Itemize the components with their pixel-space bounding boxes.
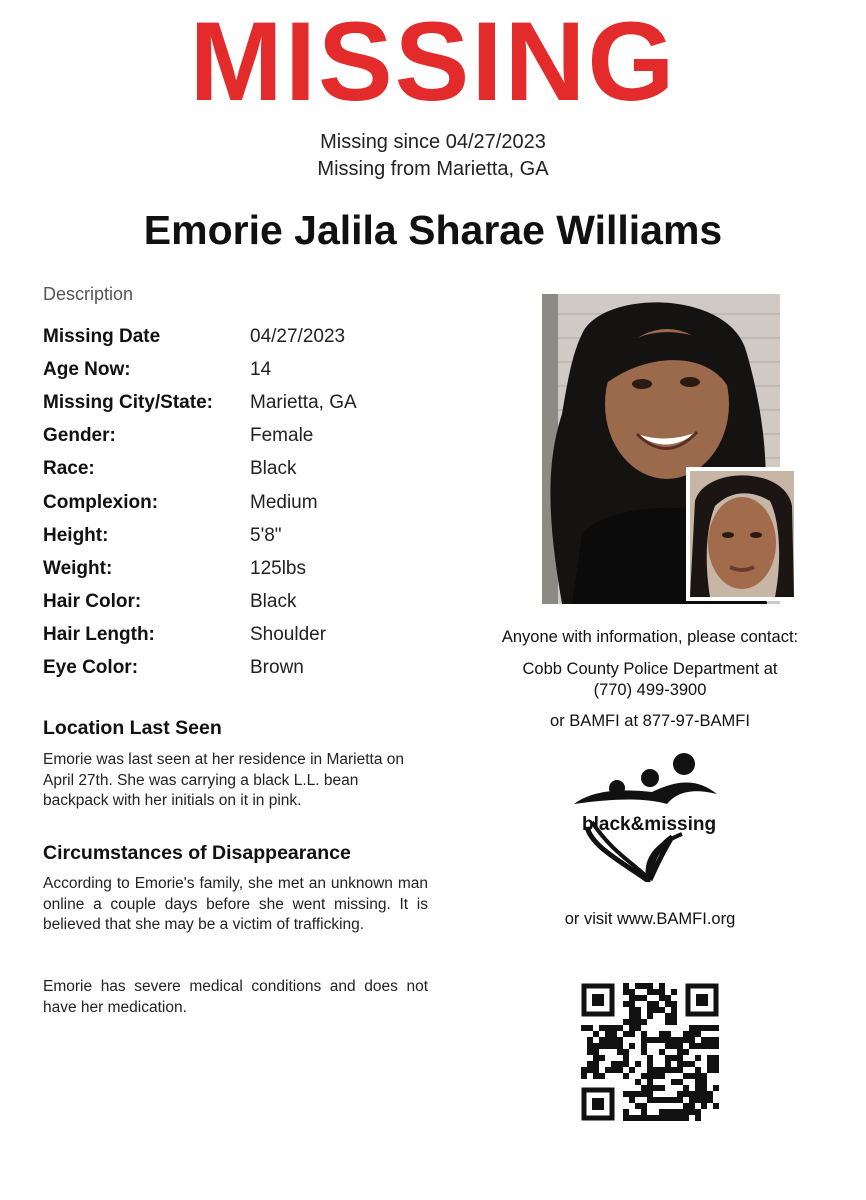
medical-text: Emorie has severe medical conditions and does not have her medication. (43, 978, 428, 1016)
row-value: Marietta, GA (250, 391, 357, 413)
inset-photo (686, 467, 798, 601)
row-value: Black (250, 591, 297, 613)
row-missing-date (43, 320, 463, 353)
description-table (43, 320, 463, 685)
description-label: Description (43, 284, 134, 304)
row-value: Shoulder (250, 624, 327, 646)
row-label: Gender: (43, 425, 116, 447)
row-gender (43, 420, 463, 453)
row-hair-color (43, 586, 463, 619)
row-value: 14 (250, 358, 272, 380)
row-value: Black (250, 458, 297, 480)
location-title: Location Last Seen (43, 717, 222, 739)
row-label: Weight: (43, 557, 113, 579)
row-label: Complexion: (43, 491, 159, 513)
missing-since-text: Missing since 04/27/2023 (320, 131, 546, 153)
row-complexion (43, 486, 463, 519)
row-race (43, 453, 463, 486)
row-value: Medium (250, 491, 318, 513)
contact-intro: Anyone with information, please contact: (501, 628, 799, 646)
bamfi-phone: or BAMFI at 877-97-BAMFI (550, 712, 750, 730)
circumstances-text: According to Emorie's family, she met an unknown man online a couple days before she went missing. It is believed that she may be a victim of trafficking. (43, 875, 428, 933)
row-value: Female (250, 425, 314, 447)
qr-code (580, 982, 720, 1122)
row-label: Height: (43, 524, 109, 546)
row-label: Hair Length: (43, 624, 155, 646)
row-label: Eye Color: (43, 657, 139, 679)
circumstances-title: Circumstances of Disappearance (43, 842, 351, 864)
row-value: Brown (250, 657, 304, 679)
row-value: 125lbs (250, 557, 306, 579)
location-text: Emorie was last seen at her residence in Marietta on April 27th. She was carrying a black L.L. bean backpack with her initials on it in pink. (43, 751, 404, 809)
row-weight (43, 552, 463, 585)
row-city-state (43, 386, 463, 419)
person-name: Emorie Jalila Sharae Williams (143, 207, 723, 253)
visit-website: or visit www.BAMFI.org (564, 910, 736, 928)
logo-text: black&missing (582, 814, 717, 835)
black-and-missing-logo (572, 752, 722, 882)
police-line: Cobb County Police Department at (522, 660, 778, 678)
row-value: 04/27/2023 (250, 325, 346, 347)
row-label: Age Now: (43, 358, 131, 380)
row-hair-length (43, 619, 463, 652)
row-eye-color (43, 652, 463, 685)
row-label: Race: (43, 458, 95, 480)
row-age (43, 353, 463, 386)
row-label: Hair Color: (43, 591, 142, 613)
row-label: Missing City/State: (43, 391, 213, 413)
missing-from-text: Missing from Marietta, GA (317, 158, 549, 180)
police-phone: (770) 499-3900 (593, 681, 707, 699)
row-label: Missing Date (43, 325, 161, 347)
row-value: 5'8" (250, 524, 282, 546)
row-height (43, 519, 463, 552)
missing-banner: MISSING (189, 0, 677, 124)
